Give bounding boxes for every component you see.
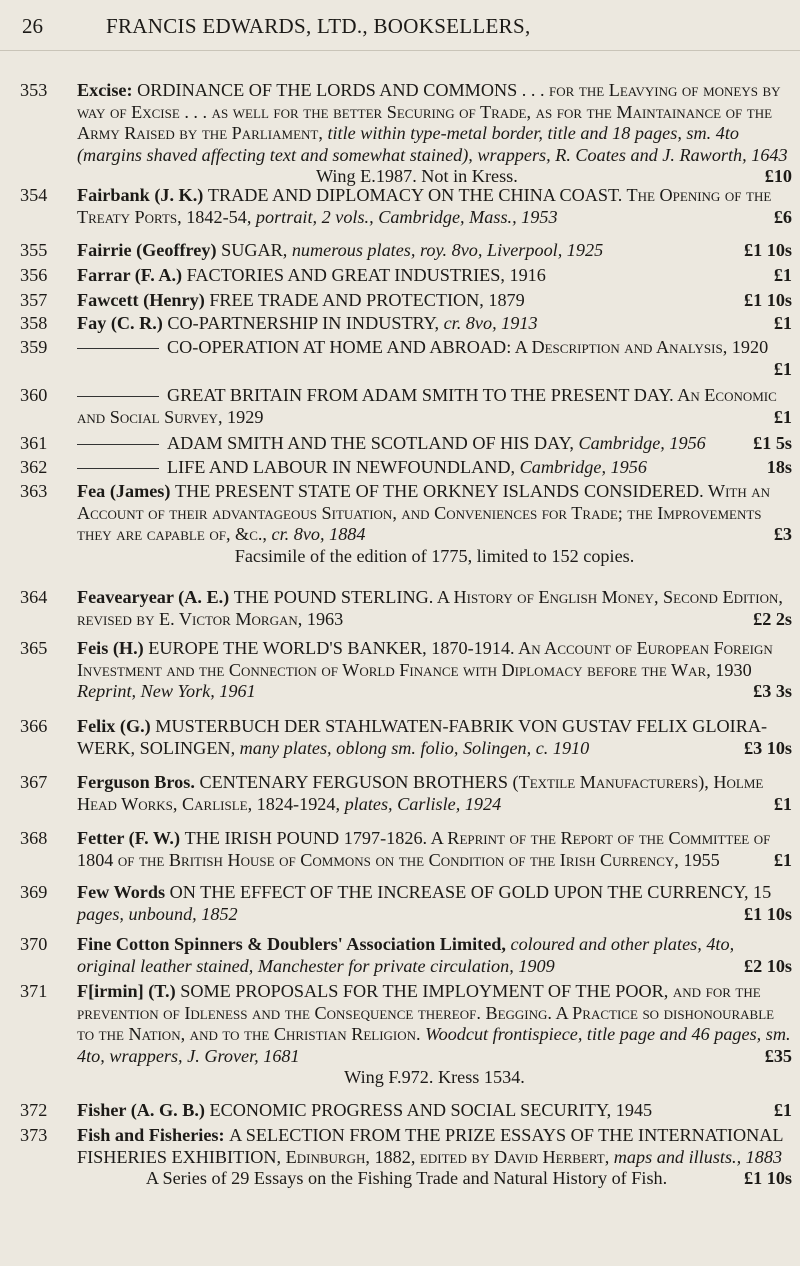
page-number: 26	[22, 14, 43, 38]
entry-number: 353	[20, 80, 48, 100]
entry-body	[77, 716, 792, 759]
entry-title: A SELECTION FROM THE PRIZE ESSAYS OF THE INTERNATIONAL FISHERIES EXHIBITION, Edinburgh, 1882, edited by David Herbert,	[77, 1125, 783, 1167]
entry-number: 363	[20, 481, 48, 501]
entry-price: £1	[773, 406, 792, 427]
entry-note: Wing E.1987. Not in Kress.	[315, 166, 518, 186]
entry-number: 365	[20, 638, 48, 658]
entry-price: £3 3s	[753, 681, 792, 701]
entry-price: £1	[773, 849, 792, 870]
entry-title: ADAM SMITH AND THE SCOTLAND OF HIS DAY,	[167, 433, 574, 453]
entry-number: 362	[20, 457, 48, 477]
entry-description: cr. 8vo, 1884	[271, 524, 366, 544]
entry-number: 369	[20, 882, 48, 902]
entry-author: Farrar (F. A.)	[77, 265, 183, 285]
entry-body	[77, 457, 792, 479]
entry-price: £3	[773, 524, 792, 544]
entry-body	[77, 481, 792, 567]
entry-author: Feis (H.)	[77, 638, 144, 658]
entry-number: 366	[20, 716, 48, 736]
entry-price: £1 10s	[744, 290, 792, 310]
entry-title: SOME PROPOSALS FOR THE IMPLOYMENT OF THE POOR, and for the prevention of Idleness and the Consequence thereof. Begging. A Practice so dishonourable to the Nation, and to the Christian Religion.	[77, 981, 775, 1044]
entry-price: £1	[773, 793, 792, 814]
entry-body	[77, 882, 792, 925]
entry-description: Cambridge, 1956	[519, 457, 647, 477]
entry-description: plates, Carlisle, 1924	[344, 793, 502, 814]
entry-title: TRADE AND DIPLOMACY ON THE CHINA COAST. The Opening of the Treaty Ports, 1842-54,	[77, 185, 772, 227]
entry-description: Cambridge, 1956	[578, 433, 706, 453]
entry-price: £1	[773, 358, 792, 379]
entry-price: £35	[764, 1045, 792, 1066]
entry-author: Fay (C. R.)	[77, 313, 163, 333]
entry-body	[77, 265, 792, 287]
entry-title: CO-PARTNERSHIP IN INDUSTRY,	[167, 313, 440, 333]
entry-number: 367	[20, 772, 48, 792]
entry-description: Woodcut frontispiece, title page and 46 pages, sm. 4to, wrappers, J. Grover, 1681	[77, 1024, 791, 1066]
ditto-dash	[77, 396, 159, 397]
entry-price: 18s	[766, 457, 792, 477]
entry-price: £1 10s	[744, 1168, 792, 1188]
entry-author: Few Words	[77, 882, 166, 902]
entry-author: Excise:	[77, 80, 133, 100]
entry-title: THE POUND STERLING. A History of English Money, Second Edition, revised by E. Victor Morgan, 1963	[77, 587, 783, 629]
ditto-dash	[77, 444, 159, 445]
entry-price: £1	[773, 265, 792, 285]
entry-number: 364	[20, 587, 48, 607]
entry-body	[77, 981, 792, 1089]
entry-number: 373	[20, 1125, 48, 1145]
entry-author: Fisher (A. G. B.)	[77, 1100, 205, 1120]
entry-title: LIFE AND LABOUR IN NEWFOUNDLAND,	[167, 457, 516, 477]
ditto-dash	[77, 468, 159, 469]
entry-description: coloured and other plates, 4to, original leather stained, Manchester for private circulation, 1909	[77, 934, 735, 976]
entry-author: Fea (James)	[77, 481, 171, 501]
entry-author: Fish and Fisheries:	[77, 1125, 225, 1145]
entry-body	[77, 337, 792, 380]
entry-price: £10	[764, 166, 792, 186]
entry-description: Reprint, New York, 1961	[77, 681, 256, 701]
entry-body	[77, 290, 792, 312]
entry-title: ORDINANCE OF THE LORDS AND COMMONS . . . for the Leavying of moneys by way of Excise . . . as well for the better Securing of Trade, as for the Maintainance of the Army Raised by the Parliament,	[77, 80, 781, 143]
entry-title: SUGAR,	[221, 240, 288, 260]
entry-title: GREAT BRITAIN FROM ADAM SMITH TO THE PRESENT DAY. An Economic and Social Survey, 1929	[77, 385, 777, 427]
page-header	[20, 4, 780, 44]
page-title: FRANCIS EDWARDS, LTD., BOOKSELLERS,	[106, 14, 531, 38]
entry-price: £2 10s	[744, 955, 792, 976]
entry-author: Fine Cotton Spinners & Doublers' Association Limited,	[77, 934, 506, 954]
entry-title: MUSTERBUCH DER STAHLWATEN-FABRIK VON GUSTAV FELIX GLOIRA-WERK, SOLINGEN,	[77, 716, 768, 758]
entry-number: 358	[20, 313, 48, 333]
entry-title: FREE TRADE AND PROTECTION, 1879	[209, 290, 525, 310]
entry-title: FACTORIES AND GREAT INDUSTRIES, 1916	[186, 265, 546, 285]
entry-description: maps and illusts., 1883	[613, 1146, 783, 1167]
entry-description: many plates, oblong sm. folio, Solingen, c. 1910	[239, 737, 590, 758]
entry-number: 360	[20, 385, 48, 405]
entry-number: 356	[20, 265, 48, 285]
entry-title: THE PRESENT STATE OF THE ORKNEY ISLANDS CONSIDERED. With an Account of their advantageous Situation, and Conveniences for Trade; the Improvements they are capable of, &c.,	[77, 481, 771, 544]
entry-note: Facsimile of the edition of 1775, limited to 152 copies.	[234, 545, 635, 566]
entry-body	[77, 185, 792, 228]
entry-price: £2 2s	[753, 608, 792, 629]
entry-price: £1	[773, 1100, 792, 1120]
entry-number: 361	[20, 433, 48, 453]
entry-author: Fawcett (Henry)	[77, 290, 205, 310]
entry-price: £1 5s	[753, 433, 792, 453]
entry-number: 354	[20, 185, 48, 205]
entry-number: 368	[20, 828, 48, 848]
entry-author: Fairbank (J. K.)	[77, 185, 204, 205]
entry-title: ECONOMIC PROGRESS AND SOCIAL SECURITY, 1945	[209, 1100, 653, 1120]
entry-body	[77, 587, 792, 630]
entry-description: numerous plates, roy. 8vo, Liverpool, 1925	[291, 240, 604, 260]
entry-body	[77, 80, 792, 188]
entry-price: £6	[773, 206, 792, 227]
entry-author: Ferguson Bros.	[77, 772, 195, 792]
entry-description: cr. 8vo, 1913	[443, 313, 538, 333]
entry-note: A Series of 29 Essays on the Fishing Trade and Natural History of Fish.	[145, 1168, 668, 1188]
entry-price: £1 10s	[744, 240, 792, 260]
entry-title: THE IRISH POUND 1797-1826. A Reprint of the Report of the Committee of 1804 of the British House of Commons on the Condition of the Irish Currency, 1955	[77, 828, 771, 870]
ditto-dash	[77, 348, 159, 349]
entry-number: 359	[20, 337, 48, 357]
entry-title: EUROPE THE WORLD'S BANKER, 1870-1914. An Account of European Foreign Investment and the Connection of World Finance with Diplomacy before the War, 1930	[77, 638, 773, 680]
entry-number: 372	[20, 1100, 48, 1120]
entry-body	[77, 934, 792, 977]
entry-price: £3 10s	[744, 737, 792, 758]
entry-body	[77, 240, 792, 262]
entry-title: CO-OPERATION AT HOME AND ABROAD: A Description and Analysis, 1920	[167, 337, 769, 357]
entry-body	[77, 1125, 792, 1190]
entry-price: £1	[773, 313, 792, 333]
entry-note: Wing F.972. Kress 1534.	[344, 1067, 525, 1087]
entry-title: CENTENARY FERGUSON BROTHERS (Textile Manufacturers), Holme Head Works, Carlisle, 1824-1924,	[77, 772, 764, 814]
entry-number: 371	[20, 981, 48, 1001]
entry-body	[77, 313, 792, 335]
entry-number: 355	[20, 240, 48, 260]
entry-body	[77, 828, 792, 871]
entry-body	[77, 433, 792, 455]
entry-number: 370	[20, 934, 48, 954]
entry-title: ON THE EFFECT OF THE INCREASE OF GOLD UPON THE CURRENCY, 15	[169, 882, 772, 902]
entry-author: Felix (G.)	[77, 716, 151, 736]
entry-author: Fairrie (Geoffrey)	[77, 240, 217, 260]
entry-description: portrait, 2 vols., Cambridge, Mass., 1953	[255, 206, 558, 227]
entry-body	[77, 1100, 792, 1122]
entry-description: pages, unbound, 1852	[77, 903, 238, 924]
entry-author: Fetter (F. W.)	[77, 828, 181, 848]
entry-author: Feavearyear (A. E.)	[77, 587, 230, 607]
entry-body	[77, 638, 792, 703]
header-rule	[0, 50, 800, 51]
entry-body	[77, 385, 792, 428]
entry-price: £1 10s	[744, 903, 792, 924]
entry-body	[77, 772, 792, 815]
entry-author: F[irmin] (T.)	[77, 981, 176, 1001]
entry-description: title within type-metal border, title and 18 pages, sm. 4to (margins shaved affecting text and somewhat stained), wrappers, R. Coates and J. Raworth, 1643	[77, 123, 788, 165]
entry-number: 357	[20, 290, 48, 310]
